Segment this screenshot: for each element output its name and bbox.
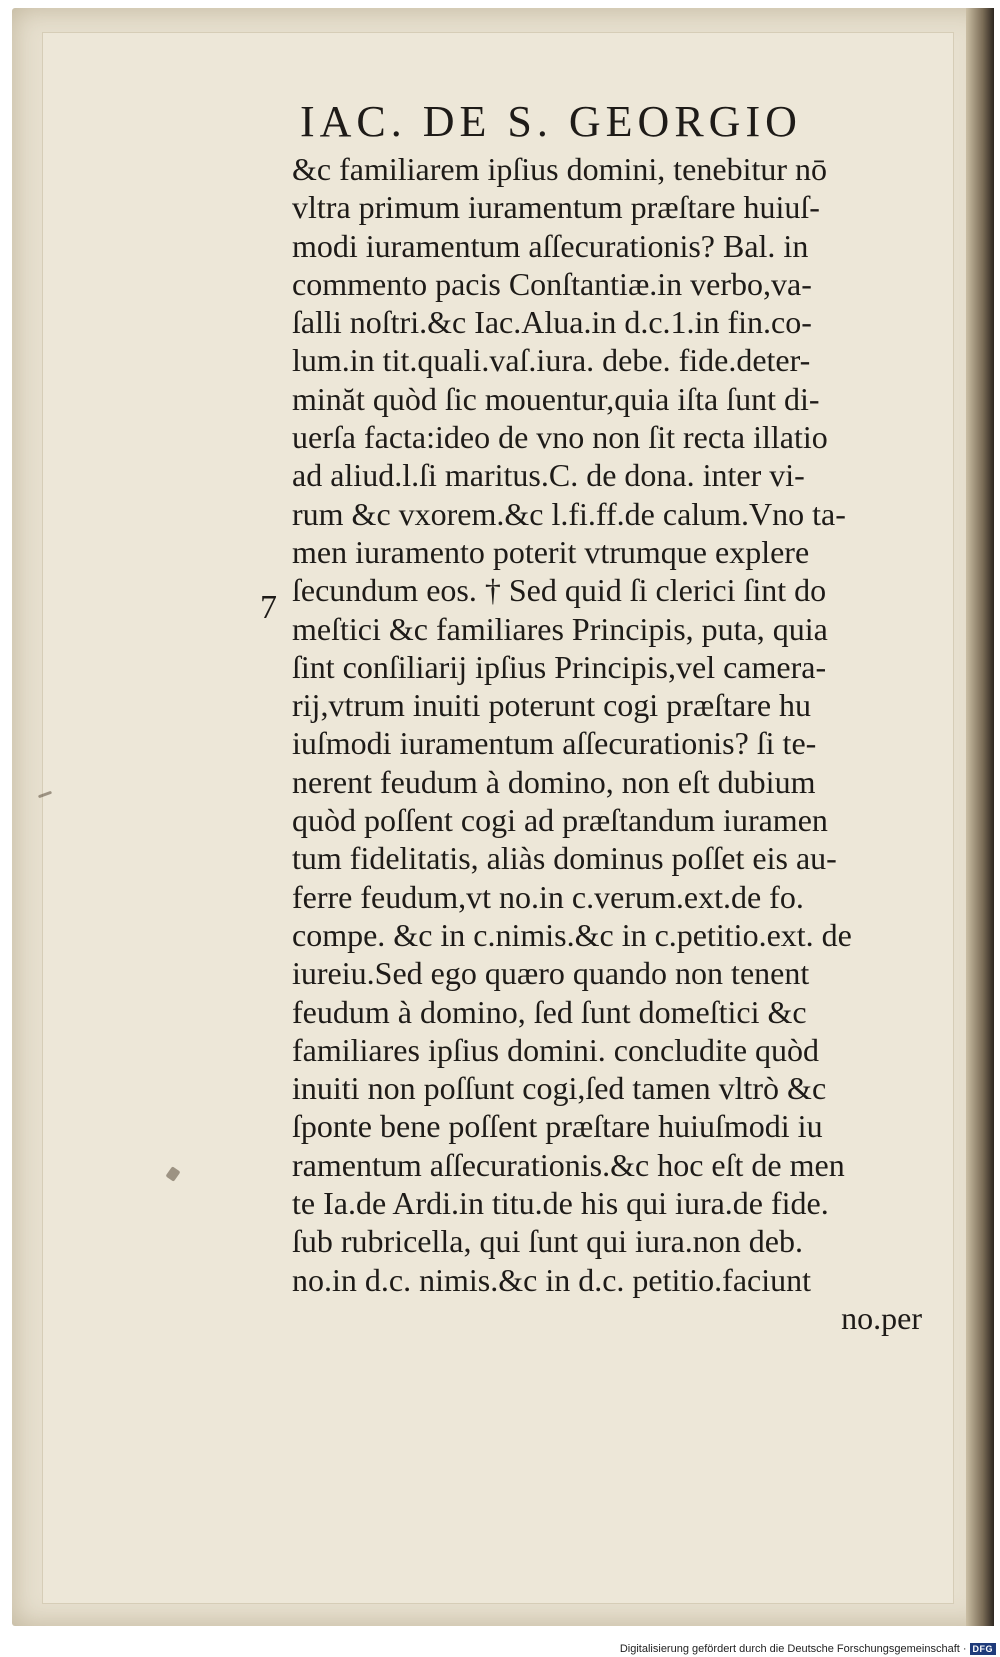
catchword: no.per bbox=[841, 1299, 922, 1336]
text-line: familiares ipſius domini. concludite quòd bbox=[292, 1031, 820, 1068]
text-line: men iuramento poterit vtrumque explere bbox=[292, 533, 810, 570]
margin-note-number: 7 bbox=[260, 589, 277, 626]
text-line: iureiu.Sed ego quæro quando non tenent bbox=[292, 955, 810, 992]
running-header: IAC. DE S. GEORGIO bbox=[300, 97, 802, 146]
book-spine-edge bbox=[966, 8, 994, 1626]
text-line: iuſmodi iuramentum aſſecurationis? ſi te- bbox=[292, 725, 817, 762]
text-line: ſint conſiliarij ipſius Principis,vel camera- bbox=[292, 648, 827, 685]
text-line: rum &c vxorem.&c l.fi.ff.de calum.Vno ta- bbox=[292, 495, 846, 532]
text-line: lum.in tit.quali.vaſ.iura. debe. fide.deter- bbox=[292, 342, 811, 379]
text-line: &c familiarem ipſius domini, tenebitur nō bbox=[292, 151, 827, 187]
text-line: nerent feudum à domino, non eſt dubium bbox=[292, 763, 816, 800]
text-line: modi iuramentum aſſecurationis? Bal. in bbox=[292, 227, 809, 264]
dfg-logo: DFG bbox=[970, 1643, 997, 1655]
text-line: te Ia.de Ardi.in titu.de his qui iura.de fide. bbox=[292, 1185, 829, 1222]
text-line: meſtici &c familiares Principis, puta, quia bbox=[292, 610, 828, 647]
text-line: quòd poſſent cogi ad præſtandum iuramen bbox=[292, 802, 828, 839]
body-text bbox=[292, 150, 932, 1337]
text-line: tum fidelitatis, aliàs dominus poſſet eis au- bbox=[292, 840, 837, 877]
text-line: vltra primum iuramentum præſtare huiuſ- bbox=[292, 189, 820, 226]
text-line: commento pacis Conſtantiæ.in verbo,va- bbox=[292, 265, 812, 302]
text-line: rij,vtrum inuiti poterunt cogi præſtare hu bbox=[292, 687, 812, 724]
text-line: ferre feudum,vt no.in c.verum.ext.de fo. bbox=[292, 878, 804, 915]
text-line: uerſa facta:ideo de vno non ſit recta illatio bbox=[292, 419, 828, 456]
text-line: minăt quòd ſic mouentur,quia iſta ſunt di- bbox=[292, 380, 820, 417]
footer-credit-text: Digitalisierung gefördert durch die Deutsche Forschungsgemeinschaft bbox=[619, 1643, 960, 1655]
text-line: ſalli noſtri.&c Iac.Alua.in d.c.1.in fin.co- bbox=[292, 304, 812, 341]
text-line: ſecundum eos. † Sed quid ſi clerici ſint do bbox=[292, 572, 827, 609]
text-line: ſponte bene poſſent præſtare huiuſmodi iu bbox=[292, 1108, 823, 1145]
text-line: ad aliud.l.ſi maritus.C. de dona. inter vi- bbox=[292, 457, 805, 494]
text-line: feudum à domino, ſed ſunt domeſtici &c bbox=[292, 993, 807, 1030]
text-line: no.in d.c. nimis.&c in d.c. petitio.faciunt bbox=[292, 1261, 812, 1298]
text-line: ramentum aſſecurationis.&c hoc eſt de men bbox=[292, 1146, 845, 1183]
text-line: inuiti non poſſunt cogi,ſed tamen vltrò &c bbox=[292, 1070, 827, 1107]
footer-credit: Digitalisierung gefördert durch die Deutsche Forschungsgemeinschaft · DFG bbox=[620, 1643, 996, 1655]
text-line: ſub rubricella, qui ſunt qui iura.non deb. bbox=[292, 1223, 803, 1260]
text-line: compe. &c in c.nimis.&c in c.petitio.ext. de bbox=[292, 916, 852, 953]
